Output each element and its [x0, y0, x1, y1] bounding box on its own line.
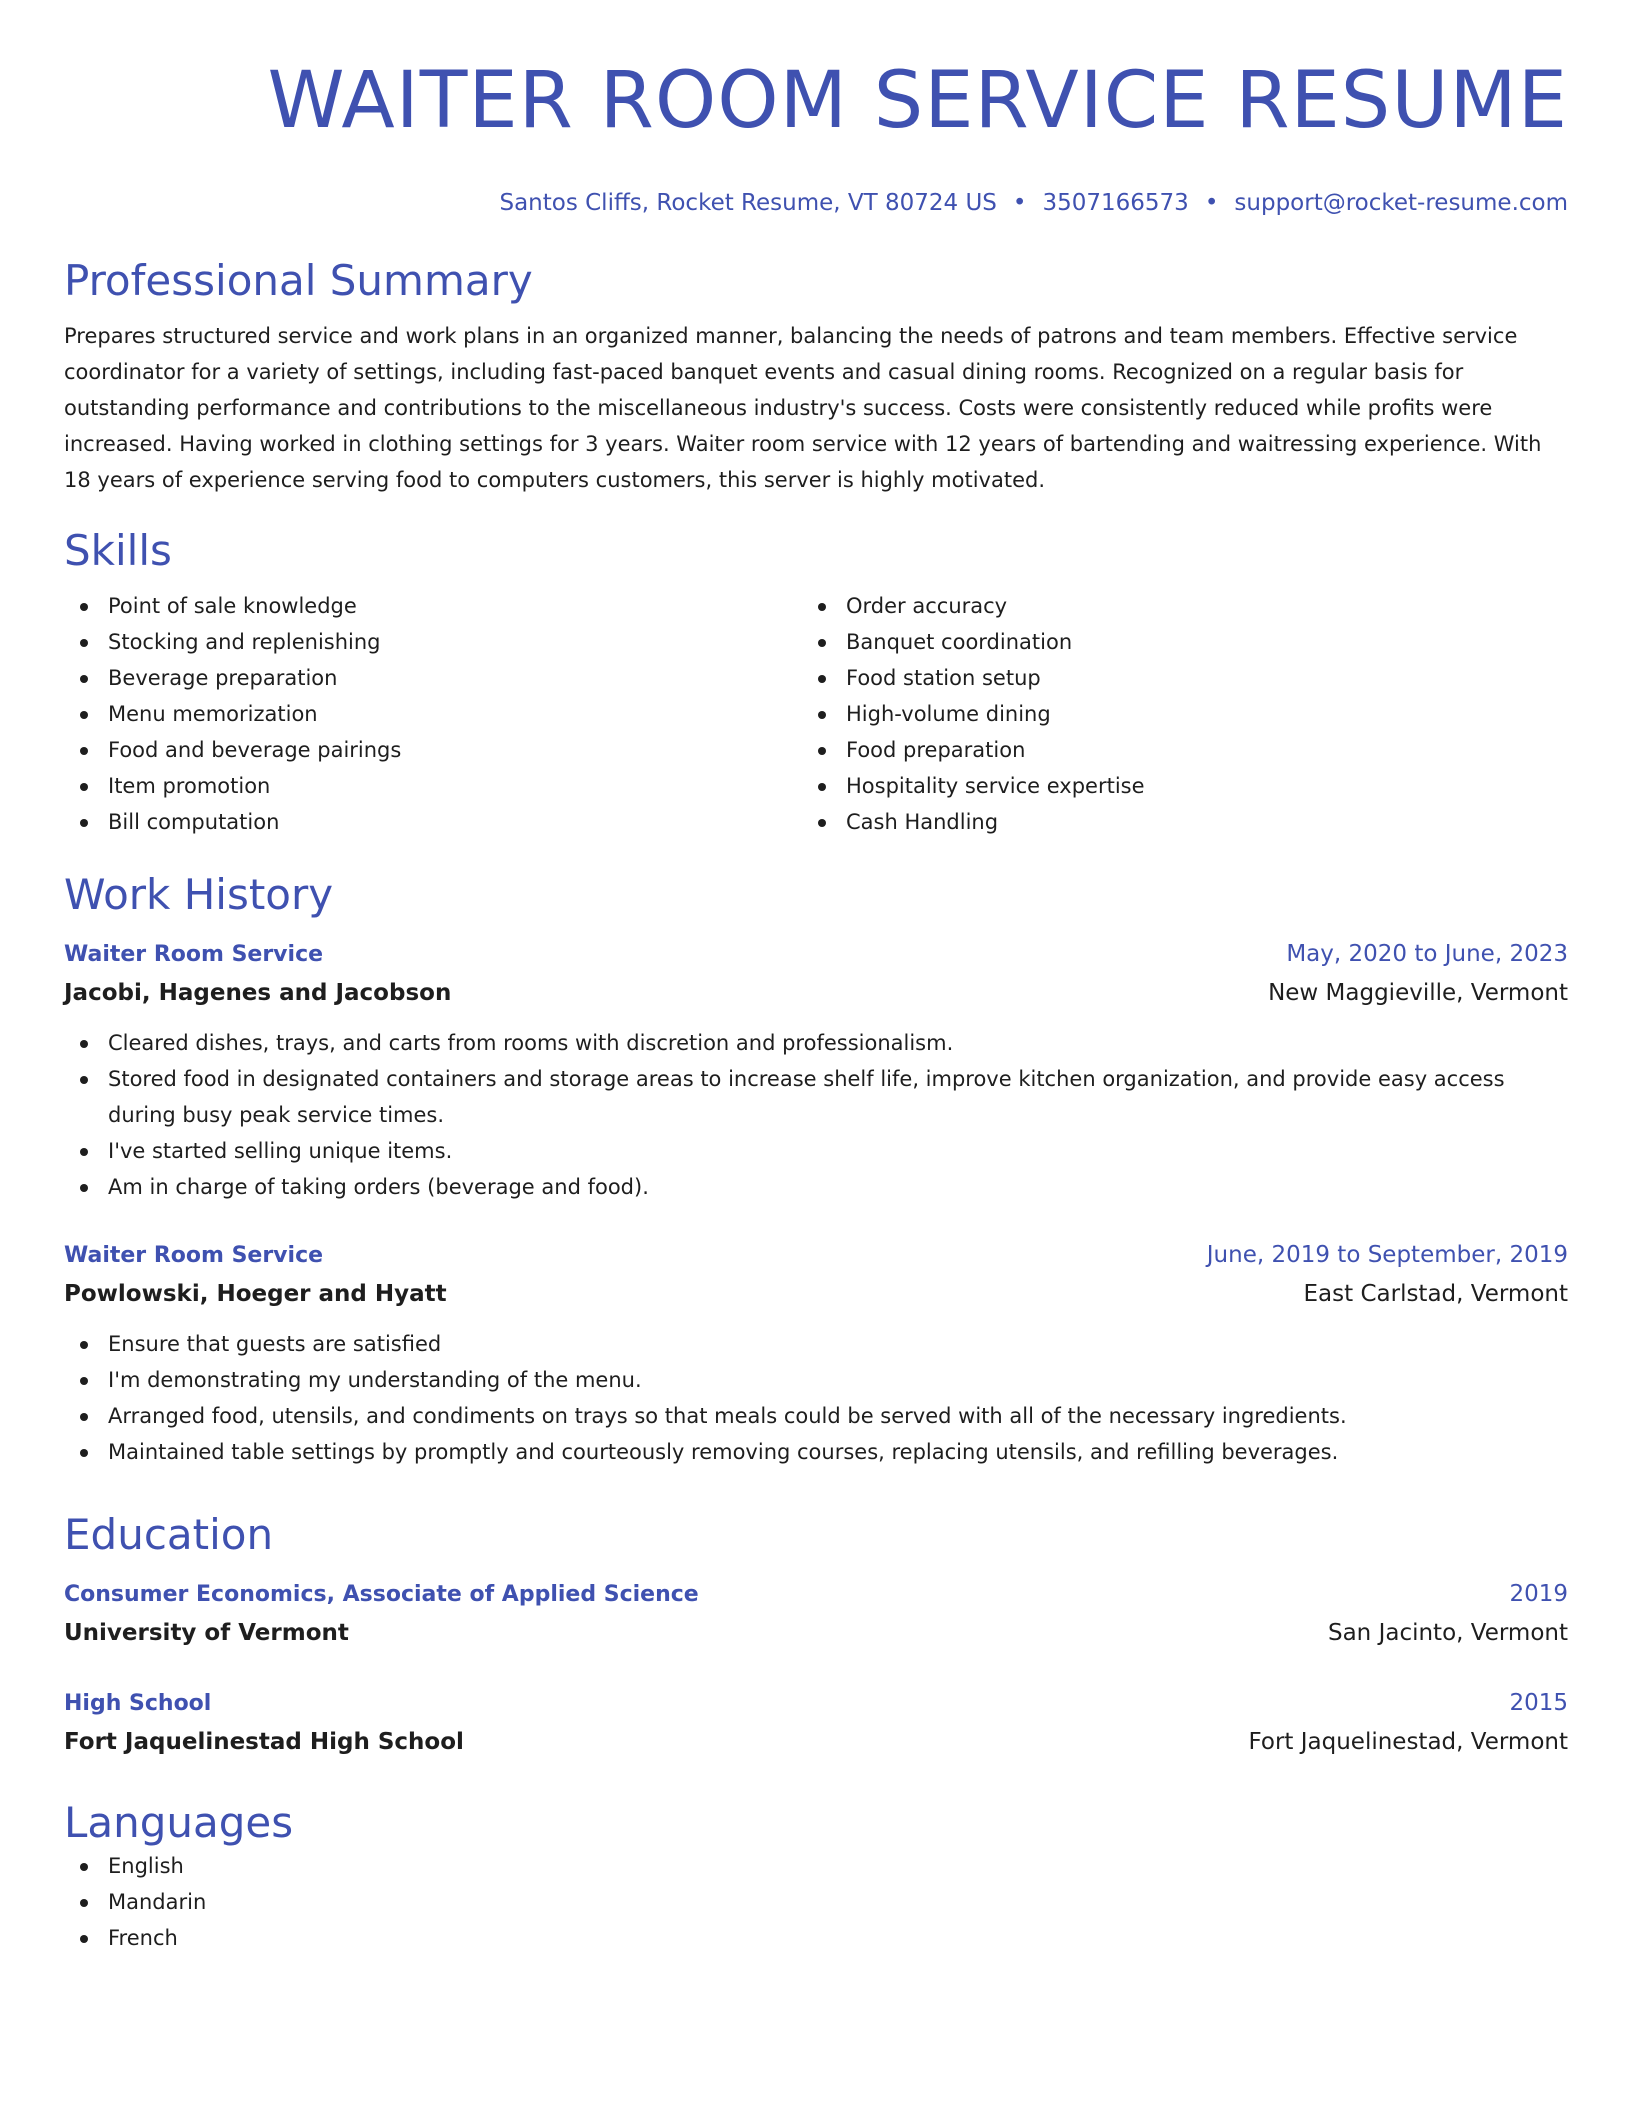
skills-heading: Skills [64, 526, 172, 575]
bullet-icon [818, 783, 826, 791]
skill-item [802, 624, 1540, 660]
job-location: East Carlstad, Vermont [1303, 1281, 1568, 1307]
skill-item [64, 588, 802, 624]
skill-label: Bill computation [108, 810, 280, 834]
contact-address: Santos Cliffs, Rocket Resume, VT 80724 US [499, 190, 997, 216]
skill-item [64, 696, 802, 732]
bullet-icon [80, 1148, 88, 1156]
duty-text: Am in charge of taking orders (beverage and food). [108, 1175, 649, 1199]
job-location: New Maggieville, Vermont [1268, 980, 1568, 1006]
school-name: University of Vermont [64, 1620, 349, 1646]
education-entry [64, 1683, 1568, 1760]
duty-item [64, 1061, 1568, 1133]
job-title: Waiter Room Service [64, 1243, 324, 1268]
skill-item [802, 804, 1540, 840]
duty-text: I'm demonstrating my understanding of the menu. [108, 1368, 642, 1392]
skills-column-left [64, 588, 802, 840]
company-name: Powlowski, Hoeger and Hyatt [64, 1281, 447, 1307]
language-item [64, 1848, 1568, 1884]
duty-item [64, 1434, 1568, 1470]
bullet-icon [818, 675, 826, 683]
bullet-icon [80, 1899, 88, 1907]
skill-label: Food preparation [846, 738, 1026, 762]
bullet-icon [818, 639, 826, 647]
skill-item [64, 660, 802, 696]
bullet-icon [80, 711, 88, 719]
duty-text: Cleared dishes, trays, and carts from rooms with discretion and professionalism. [108, 1031, 954, 1055]
language-item [64, 1920, 1568, 1956]
duty-text: Arranged food, utensils, and condiments on trays so that meals could be served with all of the necessary ingredients. [108, 1404, 1347, 1428]
skill-label: Menu memorization [108, 702, 318, 726]
skill-label: Banquet coordination [846, 630, 1073, 654]
degree-title: High School [64, 1691, 212, 1716]
work-history-heading: Work History [64, 870, 334, 919]
bullet-icon [818, 747, 826, 755]
language-label: Mandarin [108, 1890, 207, 1914]
skills-list [64, 588, 1568, 840]
bullet-icon [80, 1377, 88, 1385]
bullet-icon [80, 1076, 88, 1084]
duty-item [64, 1326, 1568, 1362]
skill-label: Food station setup [846, 666, 1041, 690]
contact-separator: • [1012, 190, 1027, 216]
bullet-icon [818, 819, 826, 827]
bullet-icon [80, 819, 88, 827]
skill-label: Order accuracy [846, 594, 1008, 618]
bullet-icon [80, 1184, 88, 1192]
job-dates: June, 2019 to September, 2019 [1206, 1242, 1568, 1268]
language-label: English [108, 1854, 184, 1878]
skill-item [802, 696, 1540, 732]
bullet-icon [80, 1413, 88, 1421]
duty-item [64, 1169, 1568, 1205]
skill-label: Food and beverage pairings [108, 738, 402, 762]
company-name: Jacobi, Hagenes and Jacobson [64, 980, 452, 1006]
bullet-icon [80, 1040, 88, 1048]
job-dates: May, 2020 to June, 2023 [1286, 941, 1568, 967]
languages-list [64, 1848, 1568, 1956]
duty-text: Ensure that guests are satisfied [108, 1332, 442, 1356]
work-entry [64, 1235, 1568, 1470]
contact-separator: • [1204, 190, 1219, 216]
bullet-icon [80, 783, 88, 791]
education-heading: Education [64, 1510, 274, 1559]
skill-item [802, 732, 1540, 768]
skill-item [64, 732, 802, 768]
school-location: Fort Jaquelinestad, Vermont [1248, 1729, 1568, 1755]
bullet-icon [80, 747, 88, 755]
education-entry [64, 1574, 1568, 1651]
bullet-icon [80, 639, 88, 647]
skill-label: Point of sale knowledge [108, 594, 357, 618]
summary-text: Prepares structured service and work plans in an organized manner, balancing the needs of patrons and team members. Effective service coordinator for a variety of settings, including fast-paced banquet events and casual dining rooms. Recognized on a regular basis for outstanding performance and contributions to the miscellaneous industry's success. Costs were consistently reduced while profits were increased. Having worked in clothing settings for 3 years. Waiter room service with 12 years of bartending and waitressing experience. With 18 years of experience serving food to computers customers, this server is highly motivated. [64, 324, 1542, 492]
duty-text: Stored food in designated containers and storage areas to increase shelf life, improve kitchen organization, and provide easy access during busy peak service times. [108, 1067, 1505, 1127]
bullet-icon [80, 1935, 88, 1943]
language-item [64, 1884, 1568, 1920]
skill-item [802, 660, 1540, 696]
job-title: Waiter Room Service [64, 942, 324, 967]
graduation-year: 2019 [1509, 1581, 1568, 1607]
bullet-icon [818, 711, 826, 719]
skill-item [64, 804, 802, 840]
skill-label: Beverage preparation [108, 666, 338, 690]
skill-label: High-volume dining [846, 702, 1051, 726]
school-name: Fort Jaquelinestad High School [64, 1729, 464, 1755]
skill-item [64, 624, 802, 660]
job-duties [64, 1326, 1568, 1470]
duty-item [64, 1133, 1568, 1169]
skill-item [802, 588, 1540, 624]
degree-title: Consumer Economics, Associate of Applied Science [64, 1582, 699, 1607]
bullet-icon [80, 603, 88, 611]
languages-heading: Languages [64, 1798, 294, 1847]
duty-item [64, 1362, 1568, 1398]
bullet-icon [80, 675, 88, 683]
skill-label: Item promotion [108, 774, 271, 798]
contact-line [64, 188, 1568, 218]
contact-phone: 3507166573 [1042, 190, 1189, 216]
job-duties [64, 1025, 1568, 1205]
contact-email[interactable]: support@rocket-resume.com [1234, 190, 1568, 216]
work-entry [64, 934, 1568, 1205]
skill-item [802, 768, 1540, 804]
skill-label: Hospitality service expertise [846, 774, 1145, 798]
skill-label: Cash Handling [846, 810, 999, 834]
duty-item [64, 1025, 1568, 1061]
duty-item [64, 1398, 1568, 1434]
graduation-year: 2015 [1509, 1690, 1568, 1716]
skill-item [64, 768, 802, 804]
bullet-icon [80, 1341, 88, 1349]
duty-text: Maintained table settings by promptly and courteously removing courses, replacing utensils, and refilling beverages. [108, 1440, 1339, 1464]
skill-label: Stocking and replenishing [108, 630, 381, 654]
bullet-icon [818, 603, 826, 611]
resume-title: WAITER ROOM SERVICE RESUME [267, 56, 1568, 146]
bullet-icon [80, 1449, 88, 1457]
school-location: San Jacinto, Vermont [1327, 1620, 1568, 1646]
duty-text: I've started selling unique items. [108, 1139, 453, 1163]
bullet-icon [80, 1863, 88, 1871]
skills-column-right [802, 588, 1540, 840]
summary-heading: Professional Summary [64, 256, 533, 305]
language-label: French [108, 1926, 178, 1950]
